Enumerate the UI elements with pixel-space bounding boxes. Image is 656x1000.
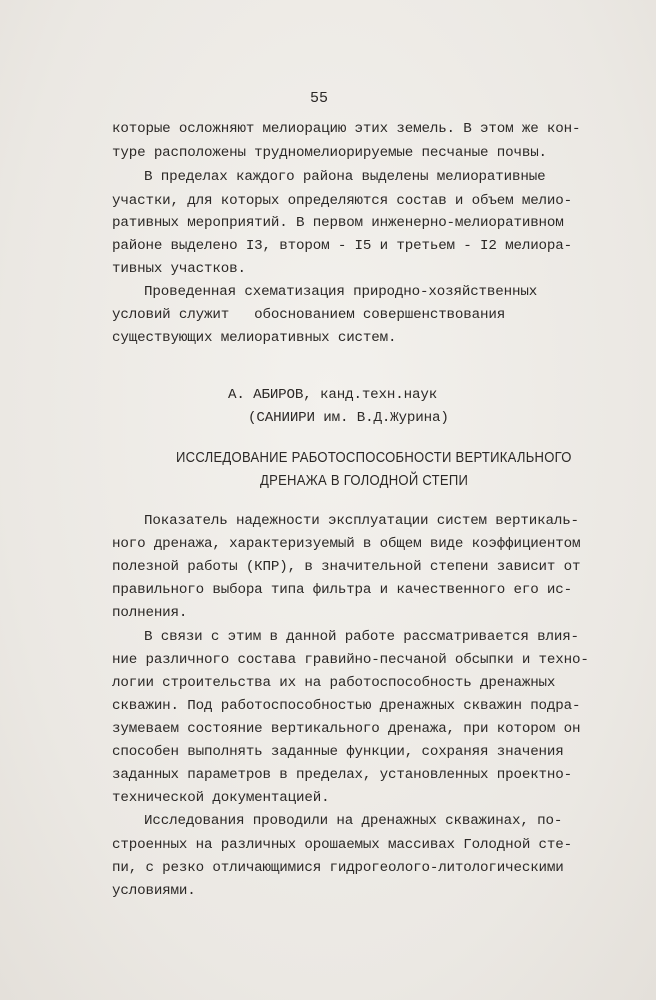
text-line: ративных мероприятий. В первом инженерно-мелиоративном: [112, 215, 564, 231]
text-line: полнения.: [112, 605, 188, 621]
text-line: тивных участков.: [112, 261, 246, 277]
text-line: технической документацией.: [112, 790, 330, 806]
text-line: скважин. Под работоспособностью дренажных скважин подра-: [112, 698, 581, 714]
text-line: В пределах каждого района выделены мелиоративные: [144, 169, 546, 185]
text-line: Исследования проводили на дренажных скважинах, по-: [144, 813, 563, 829]
text-line: туре расположены трудномелиорируемые песчаные почвы.: [112, 145, 547, 161]
text-line: способен выполнять заданные функции, сохраняя значения: [112, 744, 564, 760]
text-line: строенных на различных орошаемых массивах Голодной сте-: [112, 837, 573, 853]
page-number: 55: [310, 90, 329, 107]
text-line: полезной работы (КПР), в значительной степени зависит от: [112, 559, 581, 575]
title-line: ИССЛЕДОВАНИЕ РАБОТОСПОСОБНОСТИ ВЕРТИКАЛЬНОГО: [176, 450, 572, 466]
text-line: существующих мелиоративных систем.: [112, 330, 397, 346]
text-line: Показатель надежности эксплуатации систем вертикаль-: [144, 513, 579, 529]
text-line: условиями.: [112, 883, 196, 899]
text-line: заданных параметров в пределах, установленных проектно-: [112, 767, 573, 783]
text-line: ние различного состава гравийно-песчаной обсыпки и техно-: [112, 652, 589, 668]
text-line: зумеваем состояние вертикального дренажа, при котором он: [112, 721, 581, 737]
text-line: которые осложняют мелиорацию этих земель. В этом же кон-: [112, 121, 581, 137]
text-line: пи, с резко отличающимися гидрогеолого-литологическими: [112, 860, 564, 876]
text-line: районе выделено I3, втором - I5 и третьем - I2 мелиора-: [112, 238, 573, 254]
text-line: логии строительства их на работоспособность дренажных: [112, 675, 556, 691]
author-name: А. АБИРОВ, канд.техн.наук: [228, 387, 438, 403]
text-line: условий служит обоснованием совершенствования: [112, 307, 506, 323]
text-line: ного дренажа, характеризуемый в общем виде коэффициентом: [112, 536, 581, 552]
title-line: ДРЕНАЖА В ГОЛОДНОЙ СТЕПИ: [260, 473, 469, 489]
text-line: Проведенная схематизация природно-хозяйственных: [144, 284, 538, 300]
text-line: участки, для которых определяются состав и объем мелио-: [112, 193, 573, 209]
author-affiliation: (САНИИРИ им. В.Д.Журина): [248, 410, 449, 426]
text-line: В связи с этим в данной работе рассматривается влия-: [144, 629, 579, 645]
text-line: правильного выбора типа фильтра и качественного его ис-: [112, 582, 573, 598]
